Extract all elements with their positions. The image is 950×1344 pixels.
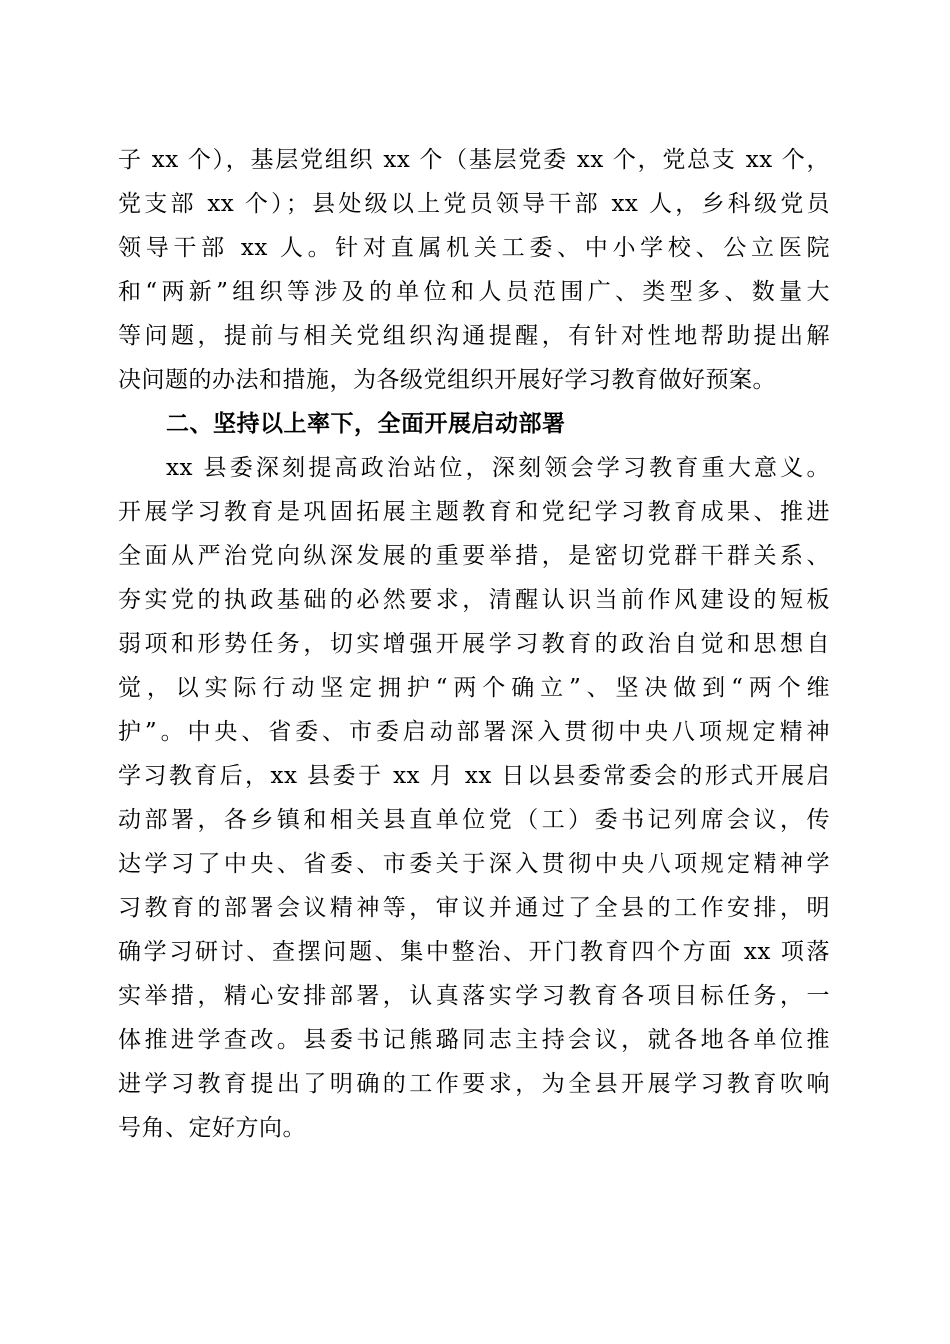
text-line: 全面从严治党向纵深发展的重要举措，是密切党群干群关系、 xyxy=(118,543,830,569)
text-line: 决问题的办法和措施，为各级党组织开展好学习教育做好预案。 xyxy=(118,367,776,393)
text-line: 和“两新”组织等涉及的单位和人员范围广、类型多、数量大 xyxy=(118,279,830,305)
text-line: 达学习了中央、省委、市委关于深入贯彻中央八项规定精神学 xyxy=(118,851,830,877)
text-line: 党支部 xx 个）；县处级以上党员领导干部 xx 人，乡科级党员 xyxy=(118,191,830,217)
text-line: 学习教育后，xx 县委于 xx 月 xx 日以县委常委会的形式开展启 xyxy=(118,763,830,789)
text-line: 进学习教育提出了明确的工作要求，为全县开展学习教育吹响 xyxy=(118,1071,830,1097)
text-line: 护”。中央、省委、市委启动部署深入贯彻中央八项规定精神 xyxy=(118,719,830,745)
text-line: 确学习研讨、查摆问题、集中整治、开门教育四个方面 xx 项落 xyxy=(118,939,830,965)
text-line: xx 县委深刻提高政治站位，深刻领会学习教育重大意义。 xyxy=(166,455,830,481)
text-line: 弱项和形势任务，切实增强开展学习教育的政治自觉和思想自 xyxy=(118,631,830,657)
text-line: 子 xx 个），基层党组织 xx 个（基层党委 xx 个，党总支 xx 个， xyxy=(118,147,830,173)
text-line: 实举措，精心安排部署，认真落实学习教育各项目标任务，一 xyxy=(118,983,830,1009)
text-line: 夯实党的执政基础的必然要求，清醒认识当前作风建设的短板 xyxy=(118,587,830,613)
text-line: 体推进学查改。县委书记熊璐同志主持会议，就各地各单位推 xyxy=(118,1027,830,1053)
section-heading: 二、坚持以上率下，全面开展启动部署 xyxy=(166,411,566,437)
text-line: 觉，以实际行动坚定拥护“两个确立”、坚决做到“两个维 xyxy=(118,675,830,701)
paragraph-body xyxy=(118,446,830,1150)
text-line: 号角、定好方向。 xyxy=(118,1115,306,1141)
text-line: 等问题，提前与相关党组织沟通提醒，有针对性地帮助提出解 xyxy=(118,323,830,349)
text-line: 习教育的部署会议精神等，审议并通过了全县的工作安排，明 xyxy=(118,895,830,921)
text-line: 开展学习教育是巩固拓展主题教育和党纪学习教育成果、推进 xyxy=(118,499,830,525)
document-body xyxy=(118,138,830,1150)
text-line: 动部署，各乡镇和相关县直单位党（工）委书记列席会议，传 xyxy=(118,807,830,833)
paragraph-continuation xyxy=(118,138,830,402)
text-line: 领导干部 xx 人。针对直属机关工委、中小学校、公立医院 xyxy=(118,235,830,261)
